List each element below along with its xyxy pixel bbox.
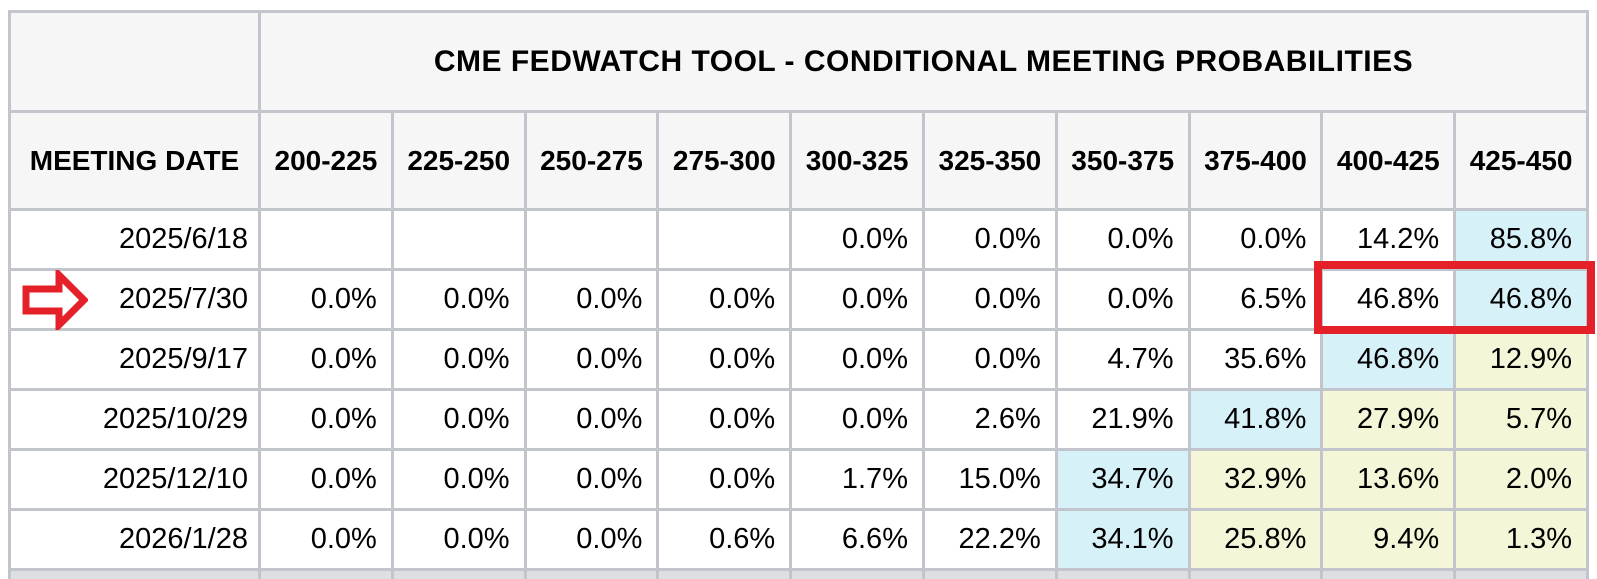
probability-cell: 0.0% (392, 330, 525, 390)
header-row (10, 112, 1588, 210)
partial-cell (1189, 570, 1322, 579)
red-arrow-icon (22, 270, 88, 330)
rate-range-header: 300-325 (791, 112, 924, 210)
probability-cell: 0.0% (260, 270, 393, 330)
probability-cell: 0.0% (791, 390, 924, 450)
probability-cell: 27.9% (1322, 390, 1455, 450)
rate-range-header: 400-425 (1322, 112, 1455, 210)
probability-cell: 1.7% (791, 450, 924, 510)
rate-range-header: 275-300 (658, 112, 791, 210)
meeting-date-cell: 2026/1/28 (10, 510, 260, 570)
rate-range-header: 375-400 (1189, 112, 1322, 210)
probability-cell: 0.0% (658, 330, 791, 390)
probability-cell: 35.6% (1189, 330, 1322, 390)
red-highlight-box (1314, 261, 1595, 334)
probability-cell: 0.0% (260, 330, 393, 390)
probability-cell: 0.6% (658, 510, 791, 570)
probability-cell: 22.2% (923, 510, 1056, 570)
probability-cell: 0.0% (923, 270, 1056, 330)
probability-cell: 0.0% (1189, 210, 1322, 270)
partial-cell (923, 570, 1056, 579)
probability-cell: 0.0% (923, 330, 1056, 390)
rate-range-header: 425-450 (1455, 112, 1588, 210)
partial-cell (1322, 570, 1455, 579)
probability-cell: 0.0% (791, 210, 924, 270)
table-row (10, 330, 1588, 390)
meeting-date-cell: 2025/10/29 (10, 390, 260, 450)
probability-cell (392, 210, 525, 270)
probability-cell: 34.1% (1056, 510, 1189, 570)
title-row (10, 12, 1588, 112)
probability-cell: 0.0% (260, 450, 393, 510)
meeting-date-column-header: MEETING DATE (10, 112, 260, 210)
partial-cell (260, 570, 393, 579)
probability-cell: 6.5% (1189, 270, 1322, 330)
probability-cell: 15.0% (923, 450, 1056, 510)
partial-cell (1455, 570, 1588, 579)
partial-cell (525, 570, 658, 579)
rate-range-header: 250-275 (525, 112, 658, 210)
probability-cell: 41.8% (1189, 390, 1322, 450)
probability-cell: 0.0% (791, 330, 924, 390)
table-row (10, 450, 1588, 510)
probability-cell: 0.0% (658, 390, 791, 450)
meeting-date-cell: 2025/12/10 (10, 450, 260, 510)
table-row (10, 510, 1588, 570)
rate-range-header: 350-375 (1056, 112, 1189, 210)
table-title: CME FEDWATCH TOOL - CONDITIONAL MEETING PROBABILITIES (260, 12, 1588, 112)
probability-cell: 0.0% (525, 450, 658, 510)
probability-cell: 9.4% (1322, 510, 1455, 570)
probability-cell: 0.0% (525, 270, 658, 330)
probability-cell: 14.2% (1322, 210, 1455, 270)
probability-cell: 0.0% (658, 450, 791, 510)
probability-cell: 0.0% (260, 510, 393, 570)
probability-cell: 0.0% (1056, 270, 1189, 330)
probability-cell: 34.7% (1056, 450, 1189, 510)
probability-cell: 32.9% (1189, 450, 1322, 510)
probability-cell: 1.3% (1455, 510, 1588, 570)
partial-cell (791, 570, 924, 579)
meeting-date-cell: 2025/6/18 (10, 210, 260, 270)
probability-cell: 25.8% (1189, 510, 1322, 570)
probability-cell (525, 210, 658, 270)
table-row (10, 390, 1588, 450)
probability-cell: 0.0% (260, 390, 393, 450)
probability-cell: 46.8% (1455, 270, 1588, 330)
partial-cell (10, 570, 260, 579)
meeting-date-cell: 2025/9/17 (10, 330, 260, 390)
partial-cell (1056, 570, 1189, 579)
probability-cell (658, 210, 791, 270)
probability-cell: 0.0% (658, 270, 791, 330)
rate-range-header: 200-225 (260, 112, 393, 210)
probability-cell: 0.0% (392, 390, 525, 450)
probability-cell: 21.9% (1056, 390, 1189, 450)
probability-cell: 0.0% (392, 450, 525, 510)
partial-cell (392, 570, 525, 579)
probability-cell (260, 210, 393, 270)
probability-cell: 0.0% (392, 510, 525, 570)
probability-cell: 0.0% (392, 270, 525, 330)
probability-cell: 0.0% (791, 270, 924, 330)
probability-cell: 12.9% (1455, 330, 1588, 390)
probability-cell: 0.0% (525, 390, 658, 450)
probability-cell: 2.0% (1455, 450, 1588, 510)
partial-cell (658, 570, 791, 579)
probability-cell: 13.6% (1322, 450, 1455, 510)
probability-cell: 46.8% (1322, 330, 1455, 390)
rate-range-header: 325-350 (923, 112, 1056, 210)
probability-cell: 2.6% (923, 390, 1056, 450)
probability-cell: 5.7% (1455, 390, 1588, 450)
probability-cell: 0.0% (1056, 210, 1189, 270)
probability-cell: 85.8% (1455, 210, 1588, 270)
rate-range-header: 225-250 (392, 112, 525, 210)
probability-cell: 4.7% (1056, 330, 1189, 390)
probability-cell: 0.0% (525, 510, 658, 570)
corner-cell (10, 12, 260, 112)
probability-cell: 46.8% (1322, 270, 1455, 330)
probability-cell: 0.0% (923, 210, 1056, 270)
probability-cell: 6.6% (791, 510, 924, 570)
meeting-date-cell: 2025/7/30 (10, 270, 260, 330)
probability-cell: 0.0% (525, 330, 658, 390)
partial-row (10, 570, 1588, 579)
